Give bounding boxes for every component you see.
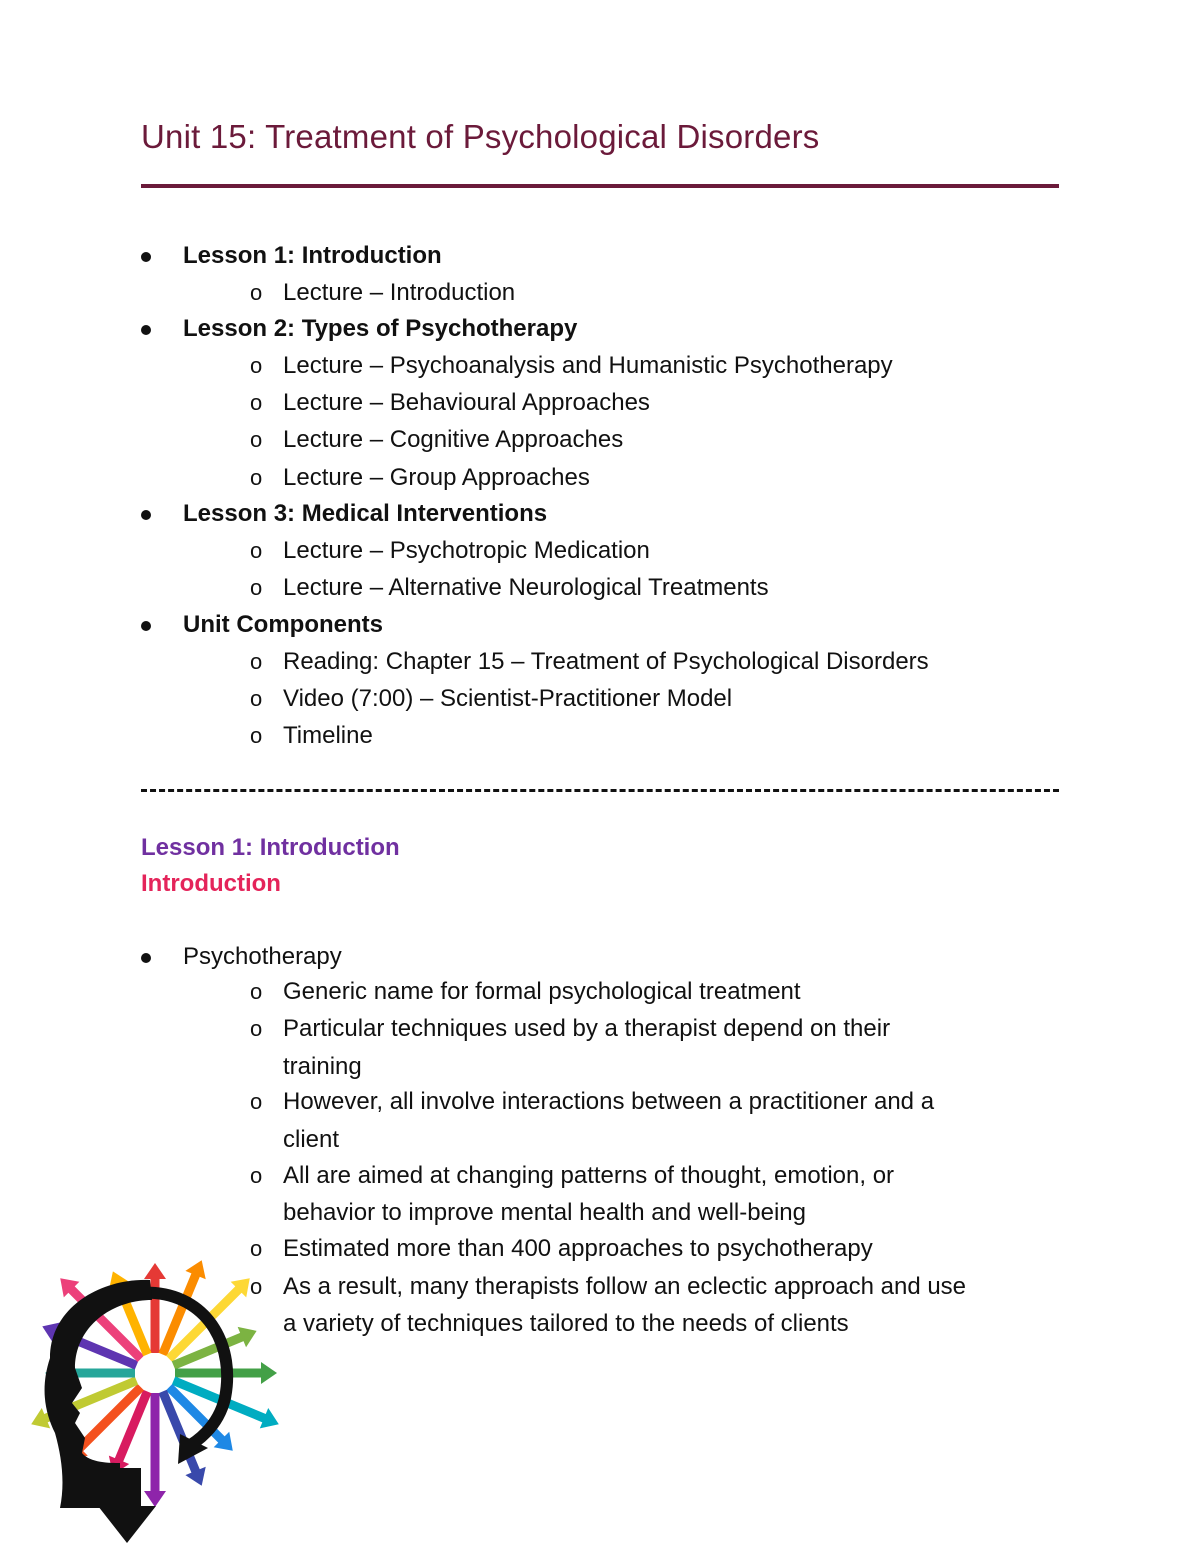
outline-unit-components: Unit Components — [183, 611, 383, 638]
sub-bullet: o — [250, 1236, 263, 1261]
sub-bullet: o — [250, 979, 263, 1004]
outline-item: Lecture – Psychoanalysis and Humanistic Psychotherapy — [283, 352, 893, 379]
point-text-continued: client — [283, 1126, 340, 1153]
outline-lesson-2: Lesson 2: Types of Psychotherapy — [183, 315, 578, 342]
point-text-continued: training — [283, 1053, 362, 1080]
point-text: All are aimed at changing patterns of thought, emotion, or — [283, 1162, 895, 1189]
point-text-continued: behavior to improve mental health and well-being — [283, 1199, 806, 1226]
outline-item: Lecture – Introduction — [283, 279, 516, 306]
sub-bullet: o — [250, 353, 263, 378]
ray-arrow-head — [144, 1491, 166, 1507]
sub-heading: Introduction — [141, 870, 281, 897]
outline-item: Lecture – Cognitive Approaches — [283, 426, 624, 453]
outline-item: Lecture – Psychotropic Medication — [283, 537, 650, 564]
point-text: As a result, many therapists follow an eclectic approach and use — [283, 1273, 967, 1300]
outline-item: Lecture – Behavioural Approaches — [283, 389, 650, 416]
sub-bullet: o — [250, 1274, 263, 1299]
point-text-continued: a variety of techniques tailored to the needs of clients — [283, 1310, 849, 1337]
ray-arrow-head — [144, 1263, 166, 1279]
sub-bullet: o — [250, 575, 263, 600]
head-with-colorful-arrows-icon — [20, 1238, 320, 1553]
bullet-dot — [141, 325, 151, 335]
point-text: However, all involve interactions between a practitioner and a — [283, 1088, 935, 1115]
bullet-dot — [141, 252, 151, 262]
sub-bullet: o — [250, 723, 263, 748]
section-divider — [141, 789, 1059, 792]
sub-bullet: o — [250, 686, 263, 711]
point-text: Particular techniques used by a therapist depend on their — [283, 1015, 891, 1042]
outline-lesson-3: Lesson 3: Medical Interventions — [183, 500, 548, 527]
bullet-dot — [141, 621, 151, 631]
sub-bullet: o — [250, 538, 263, 563]
sub-bullet: o — [250, 390, 263, 415]
sub-bullet: o — [250, 280, 263, 305]
topic-bullet: Psychotherapy — [183, 943, 342, 970]
bullet-dot — [141, 510, 151, 520]
title-underline — [141, 184, 1059, 188]
sub-bullet: o — [250, 1163, 263, 1188]
bullet-dot — [141, 953, 151, 963]
outline-lesson-1: Lesson 1: Introduction — [183, 242, 442, 269]
sub-bullet: o — [250, 649, 263, 674]
sub-bullet: o — [250, 1016, 263, 1041]
outline-item: Lecture – Alternative Neurological Treatments — [283, 574, 769, 601]
sub-bullet: o — [250, 465, 263, 490]
outline-item: Lecture – Group Approaches — [283, 464, 590, 491]
point-text: Generic name for formal psychological treatment — [283, 978, 801, 1005]
lesson-heading: Lesson 1: Introduction — [141, 834, 400, 861]
sub-bullet: o — [250, 1089, 263, 1114]
sub-bullet: o — [250, 427, 263, 452]
outline-item: Reading: Chapter 15 – Treatment of Psychological Disorders — [283, 648, 929, 675]
outline-item: Timeline — [283, 722, 373, 749]
outline-item: Video (7:00) – Scientist-Practitioner Model — [283, 685, 733, 712]
page-title: Unit 15: Treatment of Psychological Disorders — [141, 118, 820, 155]
point-text: Estimated more than 400 approaches to psychotherapy — [283, 1235, 873, 1262]
ray-arrow-head — [261, 1362, 277, 1384]
